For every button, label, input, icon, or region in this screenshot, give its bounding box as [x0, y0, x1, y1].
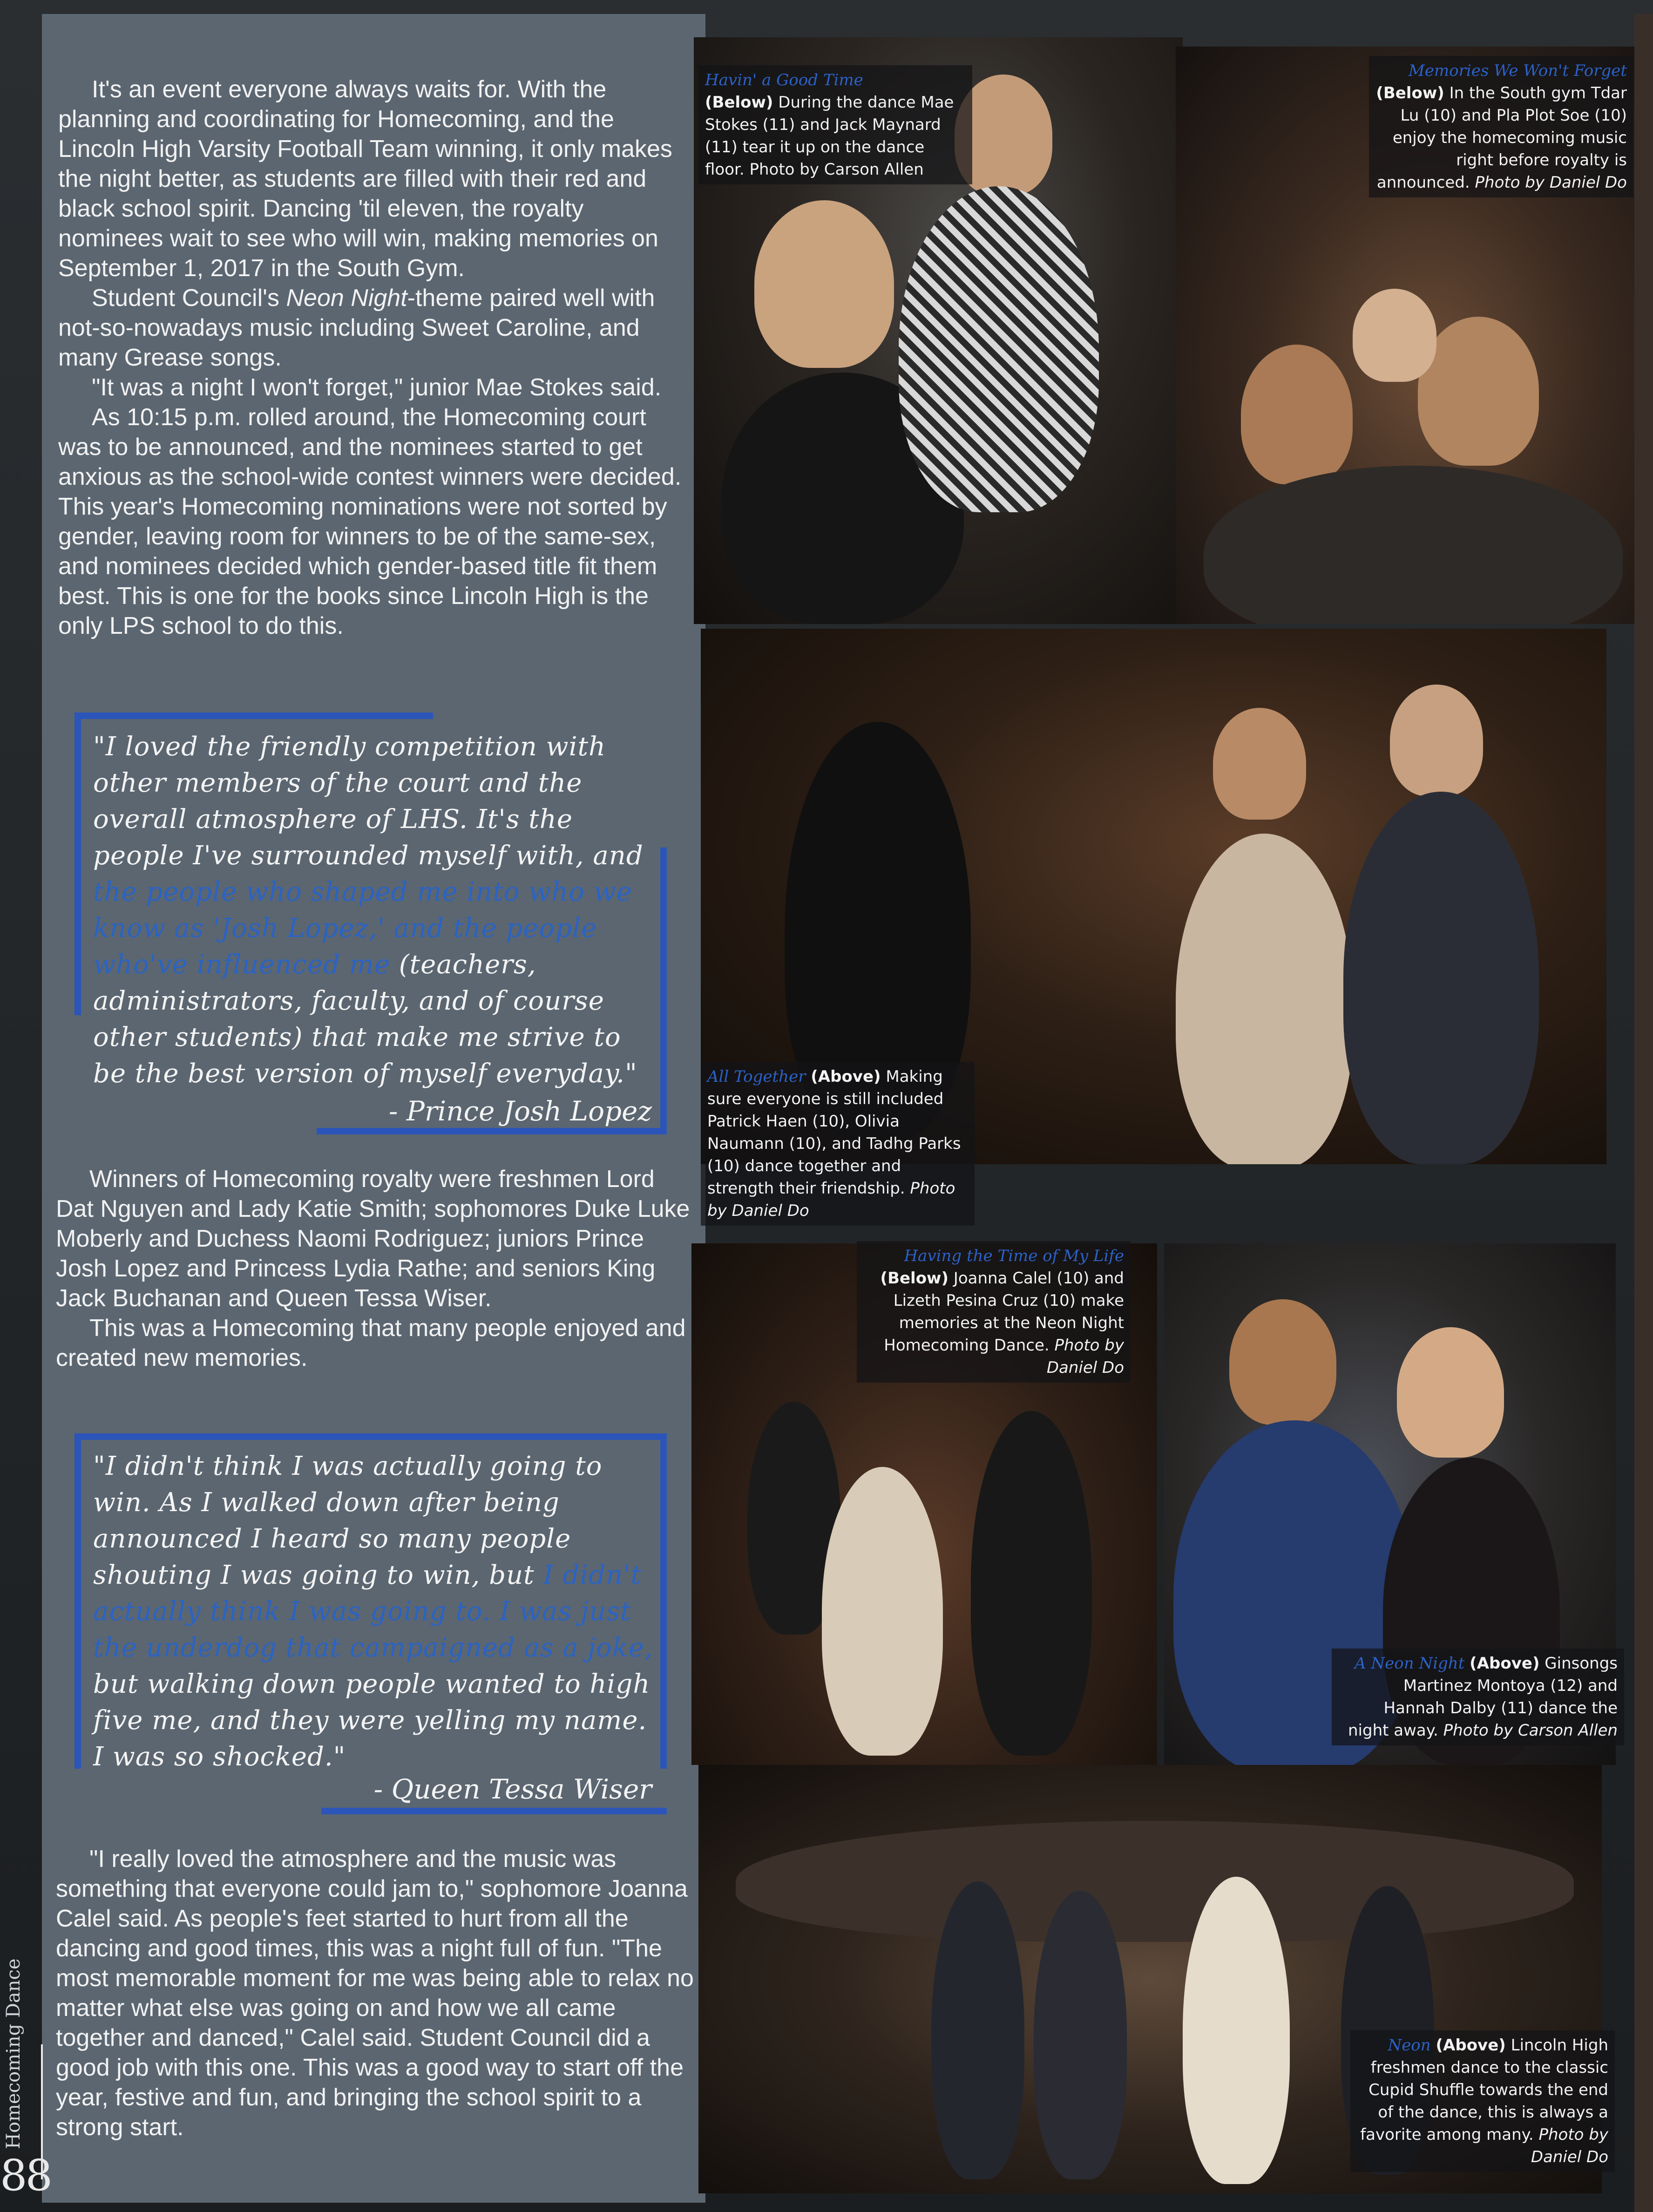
caption3-title: All Together — [707, 1067, 806, 1086]
caption6-title: Neon — [1388, 2036, 1431, 2055]
paragraph-2 — [58, 283, 691, 373]
paragraph-6: This was a Homecoming that many people enjoyed and created new memories. — [56, 1315, 686, 1371]
caption-neon-night — [1332, 1649, 1624, 1745]
caption5-text: Ginsongs Martinez Montoya (12) and Hannah Dalby (11) dance the night away. — [1348, 1654, 1618, 1740]
quote1-text-end: (teachers, administrators, faculty, and of course other students) that make me strive to be the best version of myself everyday." — [93, 950, 637, 1089]
crowd-row-1 — [736, 1821, 1574, 1942]
crowd-dancer-c — [1183, 1877, 1290, 2184]
quote1-bracket-top — [75, 712, 433, 719]
paragraph-4: As 10:15 p.m. rolled around, the Homecoming court was to be announced, and the nominees started to get anxious as the school-wide contest winners were decided. This year's Homecoming nominations were not sorted by gender, leaving room for winners to be of the same-sex, and nominees decided which gender-based title fit them best. This is one for the books since Lincoln High is the only LPS school to do this. — [58, 404, 682, 639]
crowd-dancer-a — [931, 1881, 1024, 2179]
quote2-attribution: - Queen Tessa Wiser — [373, 1773, 652, 1805]
caption2-direction: (Below) — [1376, 84, 1444, 102]
quote1-text-start: "I loved the friendly competition with other members of the court and the overall atmosphere of LHS. It's the people I've surrounded myself with, and — [93, 732, 644, 871]
quote1-highlight: the people who shaped me into who we know as 'Josh Lopez,' and the people who've influenced me — [93, 877, 632, 980]
paragraph-5: Winners of Homecoming royalty were freshmen Lord Dat Nguyen and Lady Katie Smith; sophomores Duke Luke Moberly and Duchess Naomi Rodriguez; juniors Prince Josh Lopez and Princess Lydia Rathe; and seniors King Jack Buchanan and Queen Tessa Wiser. — [56, 1166, 690, 1312]
caption1-title: Havin' a Good Time — [705, 71, 863, 89]
quote2-text-end: but walking down people wanted to high five me, and they were yelling my name. I was so shocked." — [93, 1669, 650, 1772]
caption5-credit: Photo by Carson Allen — [1443, 1721, 1618, 1740]
caption4-title: Having the Time of My Life — [904, 1247, 1124, 1265]
quote2-highlight: I didn't actually think I was going to. I was just the underdog that campaigned as a joke, — [93, 1560, 653, 1663]
caption-time-of-my-life — [857, 1241, 1131, 1383]
crowd-dancer-2 — [822, 1467, 943, 1756]
quote1-attribution: - Prince Josh Lopez — [388, 1095, 652, 1127]
caption5-direction: (Above) — [1470, 1654, 1540, 1673]
caption4-credit: Photo by Daniel Do — [1046, 1336, 1124, 1377]
paragraph-2-end: -theme paired well with not-so-nowadays music including Sweet Caroline, and many Grease songs. — [58, 285, 655, 371]
crowd-dancer-b — [1034, 1891, 1127, 2179]
dancer-right-head — [1390, 685, 1483, 796]
dancer-girl — [754, 200, 894, 368]
caption6-credit: Photo by Daniel Do — [1531, 2125, 1608, 2166]
paragraph-3: "It was a night I won't forget," junior Mae Stokes said. — [92, 374, 662, 401]
quote1-bracket-left — [75, 712, 81, 1015]
crowd-dancer-3 — [971, 1411, 1092, 1756]
student-left — [1241, 345, 1353, 484]
paragraph-2-start: Student Council's — [92, 285, 286, 312]
caption3-direction: (Above) — [811, 1067, 881, 1086]
dancer-boy-head — [1229, 1299, 1336, 1425]
section-label: Homecoming Dance — [3, 1958, 24, 2149]
caption2-text: In the South gym Tdar Lu (10) and Pla Plot Soe (10) enjoy the homecoming music right before royalty is announced. — [1376, 84, 1627, 192]
caption3-text: Making sure everyone is still included Patrick Haen (10), Olivia Naumann (10), and Tadhg Parks (10) dance together and strength their friendship. — [707, 1067, 961, 1198]
quote1-bracket-right — [660, 848, 667, 1132]
caption4-text: Joanna Calel (10) and Lizeth Pesina Cruz (10) make memories at the Neon Night Homecoming Dance. — [884, 1269, 1124, 1355]
student-shirts — [1204, 466, 1623, 624]
quote2-bracket-bottom — [321, 1808, 667, 1814]
caption5-title: A Neon Night — [1355, 1654, 1465, 1673]
caption6-text: Lincoln High freshmen dance to the classic Cupid Shuffle towards the end of the dance, this is always a favorite among many. — [1360, 2036, 1608, 2144]
quote2-bracket-top — [75, 1433, 666, 1440]
caption6-direction: (Above) — [1436, 2036, 1506, 2055]
quote1-bracket-bottom — [317, 1128, 667, 1134]
quote-prince — [93, 729, 657, 1092]
student-back — [1353, 289, 1436, 382]
dancer-girl-head — [1397, 1327, 1504, 1458]
caption-memories — [1369, 56, 1633, 197]
caption1-text: During the dance Mae Stokes (11) and Jack Maynard (11) tear it up on the dance floor. Photo by Carson Allen — [705, 93, 954, 179]
caption2-credit: Photo by Daniel Do — [1475, 173, 1627, 192]
page-edge — [1634, 14, 1653, 2212]
page-number: 88 — [0, 2151, 51, 2200]
dancer-middle-dress — [1176, 834, 1353, 1164]
article-text-top — [58, 75, 691, 641]
paragraph-7: "I really loved the atmosphere and the music was something that everyone could jam to," sophomore Joanna Calel said. As people's feet started to hurt from all the dancing and good times, this was a night full of fun. "The most memorable moment for me was being able to relax no matter what else was going on and how we all came together and danced," Calel said. Student Council did a good job with this one. This was a good way to start off the year, festive and fun, and bringing the school spirit to a strong start. — [56, 1846, 694, 2141]
quote2-text-start: "I didn't think I was actually going to win. As I walked down after being announced I heard so many people shouting I was going to win, but — [93, 1451, 603, 1590]
dancer-boy-shirt — [899, 186, 1099, 512]
article-text-middle — [56, 1164, 694, 1373]
quote-queen — [93, 1448, 657, 1775]
paragraph-1: It's an event everyone always waits for. With the planning and coordinating for Homecoming, and the Lincoln High Varsity Football Team winning, it only makes the night better, as students are filled with their red and black school spirit. Dancing 'til eleven, the royalty nominees wait to see who will win, making memories on September 1, 2017 in the South Gym. — [58, 76, 672, 282]
dancer-middle-head — [1213, 708, 1306, 820]
caption-all-together — [701, 1062, 975, 1226]
caption1-direction: (Below) — [705, 93, 773, 112]
quote2-bracket-left — [75, 1433, 81, 1769]
caption2-title: Memories We Won't Forget — [1408, 61, 1627, 80]
caption4-direction: (Below) — [880, 1269, 949, 1288]
article-text-bottom — [56, 1844, 694, 2142]
caption3-credit: Photo by Daniel Do — [707, 1179, 955, 1220]
dancer-right-body — [1343, 792, 1539, 1164]
caption-cupid-shuffle — [1350, 2030, 1615, 2172]
theme-name: Neon Night — [286, 285, 407, 312]
caption-havin-good-time — [698, 65, 972, 184]
quote2-bracket-right — [660, 1433, 667, 1769]
